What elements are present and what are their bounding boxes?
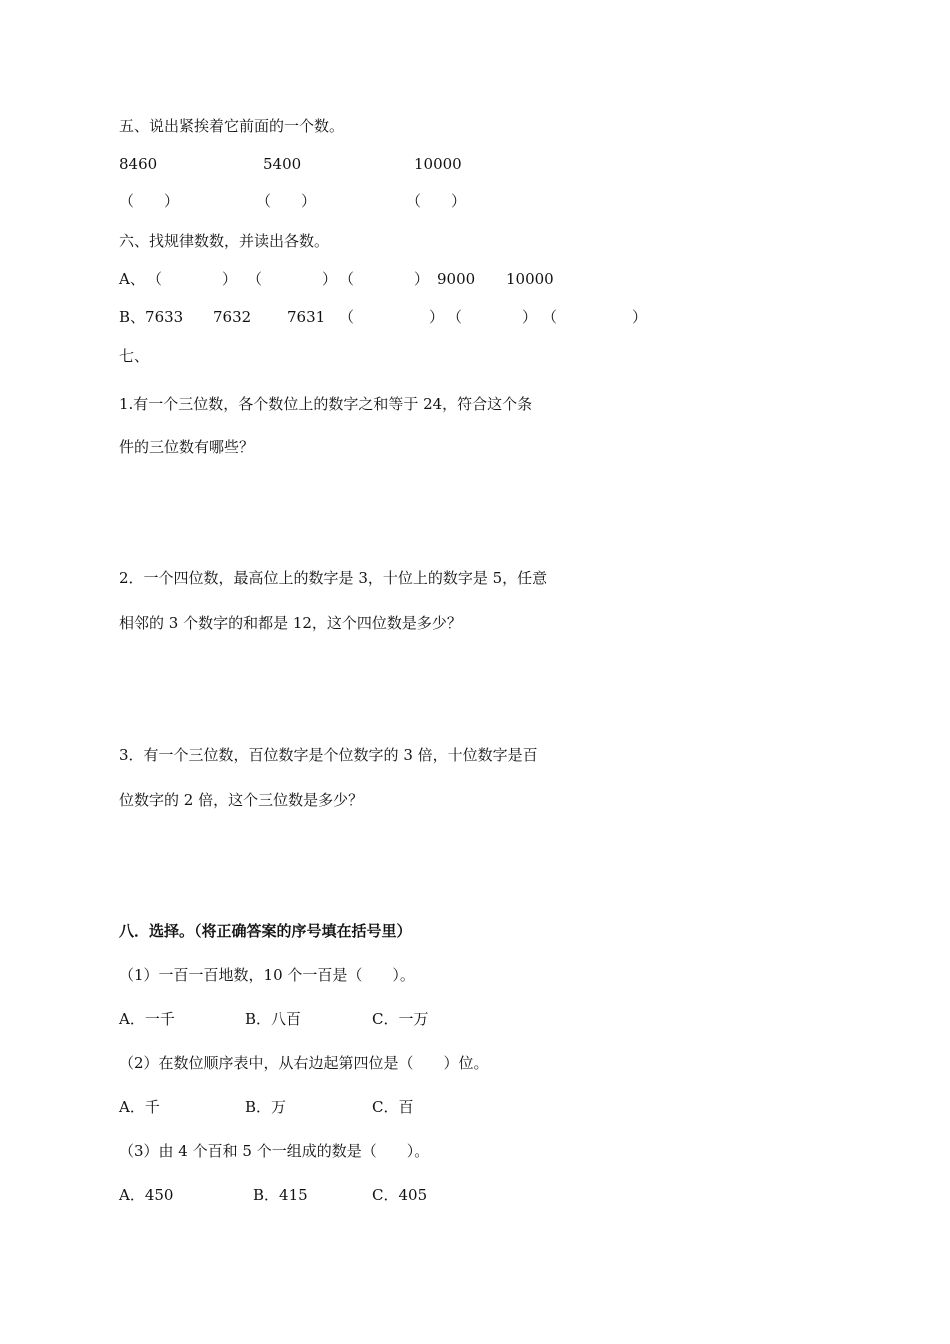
s7-q1-line2: 件的三位数有哪些？ <box>119 438 255 456</box>
s6b-number-2: 7631 <box>287 308 326 326</box>
s6b-blank-3[interactable]: （ ） <box>542 308 648 326</box>
s8-q1-option-a[interactable]: A．一千 <box>119 1010 175 1028</box>
s8-q2-text: （2）在数位顺序表中，从右边起第四位是（ ）位。 <box>119 1054 489 1072</box>
s5-blank-3[interactable]: （ ） <box>406 192 467 210</box>
s6b-number-1: 7632 <box>213 308 252 326</box>
s6b-label: B、7633 <box>119 308 184 326</box>
section-5-title: 五、说出紧挨着它前面的一个数。 <box>119 117 345 135</box>
s7-q3-line2: 位数字的 2 倍，这个三位数是多少？ <box>119 791 364 809</box>
s5-number-2: 5400 <box>263 155 302 173</box>
s8-q1-option-b[interactable]: B．八百 <box>245 1010 302 1028</box>
s8-q3-option-b[interactable]: B．415 <box>253 1186 308 1204</box>
s5-number-3: 10000 <box>414 155 462 173</box>
s6a-blank-2[interactable]: （ ） <box>247 270 338 288</box>
s6a-number-1: 9000 <box>437 270 476 288</box>
s6b-blank-2[interactable]: （ ） <box>447 308 538 326</box>
s6a-number-2: 10000 <box>506 270 554 288</box>
s8-q3-text: （3）由 4 个百和 5 个一组成的数是（ ）。 <box>119 1142 430 1160</box>
s7-q2-line2: 相邻的 3 个数字的和都是 12，这个四位数是多少？ <box>119 614 462 632</box>
s8-q3-option-a[interactable]: A．450 <box>119 1186 174 1204</box>
s7-q3-line1: 3．有一个三位数，百位数字是个位数字的 3 倍，十位数字是百 <box>119 746 538 764</box>
s5-number-1: 8460 <box>119 155 158 173</box>
s5-blank-2[interactable]: （ ） <box>256 192 317 210</box>
s8-q1-option-c[interactable]: C．一万 <box>372 1010 429 1028</box>
s8-q2-option-a[interactable]: A．千 <box>119 1098 160 1116</box>
s8-q2-option-b[interactable]: B．万 <box>245 1098 287 1116</box>
s6a-label: A、 <box>119 270 145 288</box>
s7-q2-line1: 2．一个四位数，最高位上的数字是 3，十位上的数字是 5，任意 <box>119 569 548 587</box>
section-8-title: 八．选择。（将正确答案的序号填在括号里） <box>119 922 412 940</box>
s6b-blank-1[interactable]: （ ） <box>339 308 445 326</box>
s6a-blank-1[interactable]: （ ） <box>147 270 238 288</box>
s8-q2-option-c[interactable]: C．百 <box>372 1098 414 1116</box>
s8-q3-option-c[interactable]: C．405 <box>372 1186 428 1204</box>
s6a-blank-3[interactable]: （ ） <box>339 270 430 288</box>
s7-q1-line1: 1.有一个三位数，各个数位上的数字之和等于 24，符合这个条 <box>119 395 533 413</box>
s5-blank-1[interactable]: （ ） <box>119 192 180 210</box>
section-6-title: 六、找规律数数，并读出各数。 <box>119 232 330 250</box>
section-7-title: 七、 <box>119 347 150 365</box>
s8-q1-text: （1）一百一百地数，10 个一百是（ ）。 <box>119 966 415 984</box>
